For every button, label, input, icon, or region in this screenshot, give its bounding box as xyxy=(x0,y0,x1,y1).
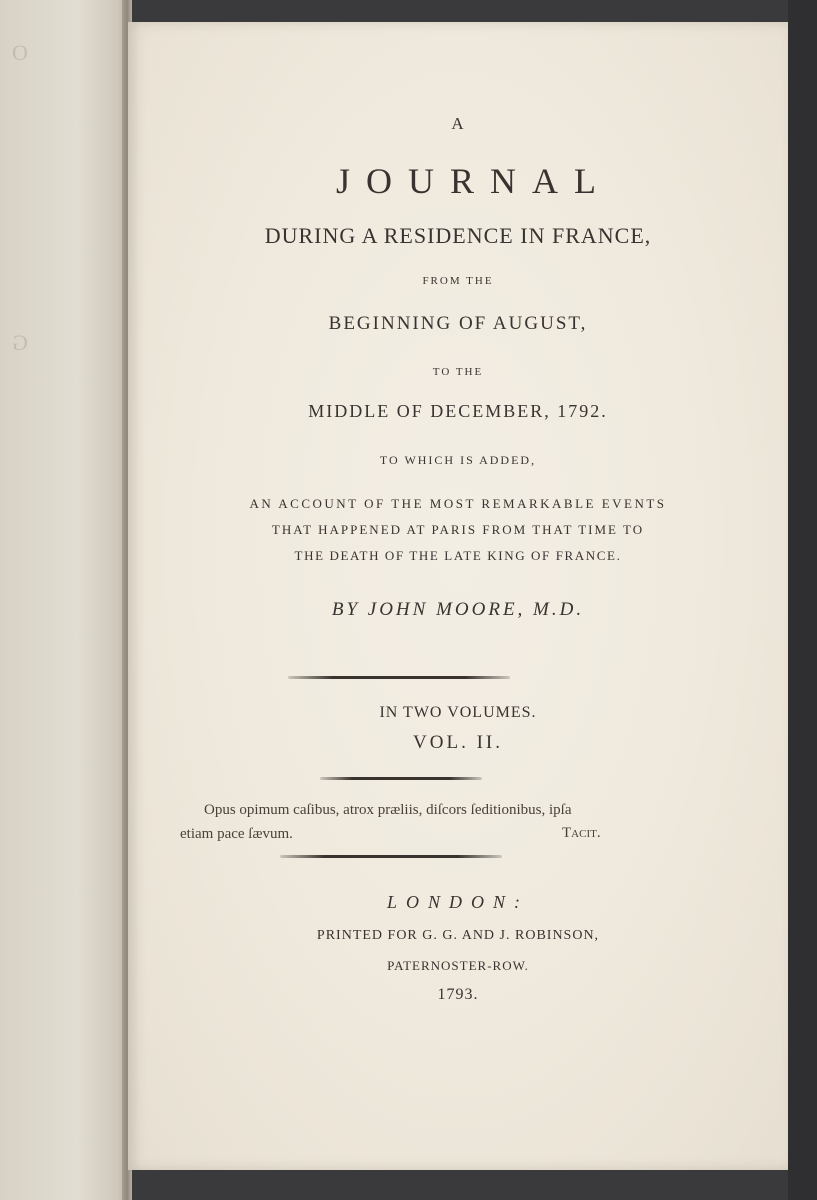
motto-source: Tacit. xyxy=(562,825,601,841)
imprint-city: LONDON: xyxy=(386,892,529,912)
imprint-printer: PRINTED FOR G. G. AND J. ROBINSON, xyxy=(316,928,600,943)
author: BY JOHN MOORE, M.D. xyxy=(331,599,585,620)
subtitle-to: TO THE xyxy=(432,366,484,378)
divider-rule xyxy=(320,777,482,780)
subtitle-beginning: BEGINNING OF AUGUST, xyxy=(328,313,588,334)
subtitle-added: TO WHICH IS ADDED, xyxy=(379,453,537,467)
volumes-note: IN TWO VOLUMES. xyxy=(379,704,537,721)
bleed-through-mark: O xyxy=(10,40,28,65)
divider-rule xyxy=(280,855,502,858)
account-line-1: AN ACCOUNT OF THE MOST REMARKABLE EVENTS xyxy=(249,496,667,511)
title-article: A xyxy=(451,114,465,133)
account-line-2: THAT HAPPENED AT PARIS FROM THAT TIME TO xyxy=(271,522,645,537)
subtitle-middle: MIDDLE OF DECEMBER, 1792. xyxy=(308,401,608,421)
imprint-year: 1793. xyxy=(437,986,479,1003)
subtitle-from: FROM THE xyxy=(422,275,494,287)
title-page xyxy=(128,22,788,1170)
account-line-3: THE DEATH OF THE LATE KING OF FRANCE. xyxy=(294,548,622,563)
subtitle-during: DURING A RESIDENCE IN FRANCE, xyxy=(264,223,652,248)
volume-number: VOL. II. xyxy=(413,732,503,753)
imprint-street: PATERNOSTER-ROW. xyxy=(387,958,529,973)
bleed-through-mark: G xyxy=(10,330,28,355)
motto-line-2: etiam pace ſævum. xyxy=(180,826,293,842)
facing-page xyxy=(0,0,128,1200)
divider-rule xyxy=(288,676,510,679)
book-title: JOURNAL xyxy=(335,161,612,201)
motto-line-1: Opus opimum caſibus, atrox præliis, diſcors ſeditionibus, ipſa xyxy=(204,802,572,818)
